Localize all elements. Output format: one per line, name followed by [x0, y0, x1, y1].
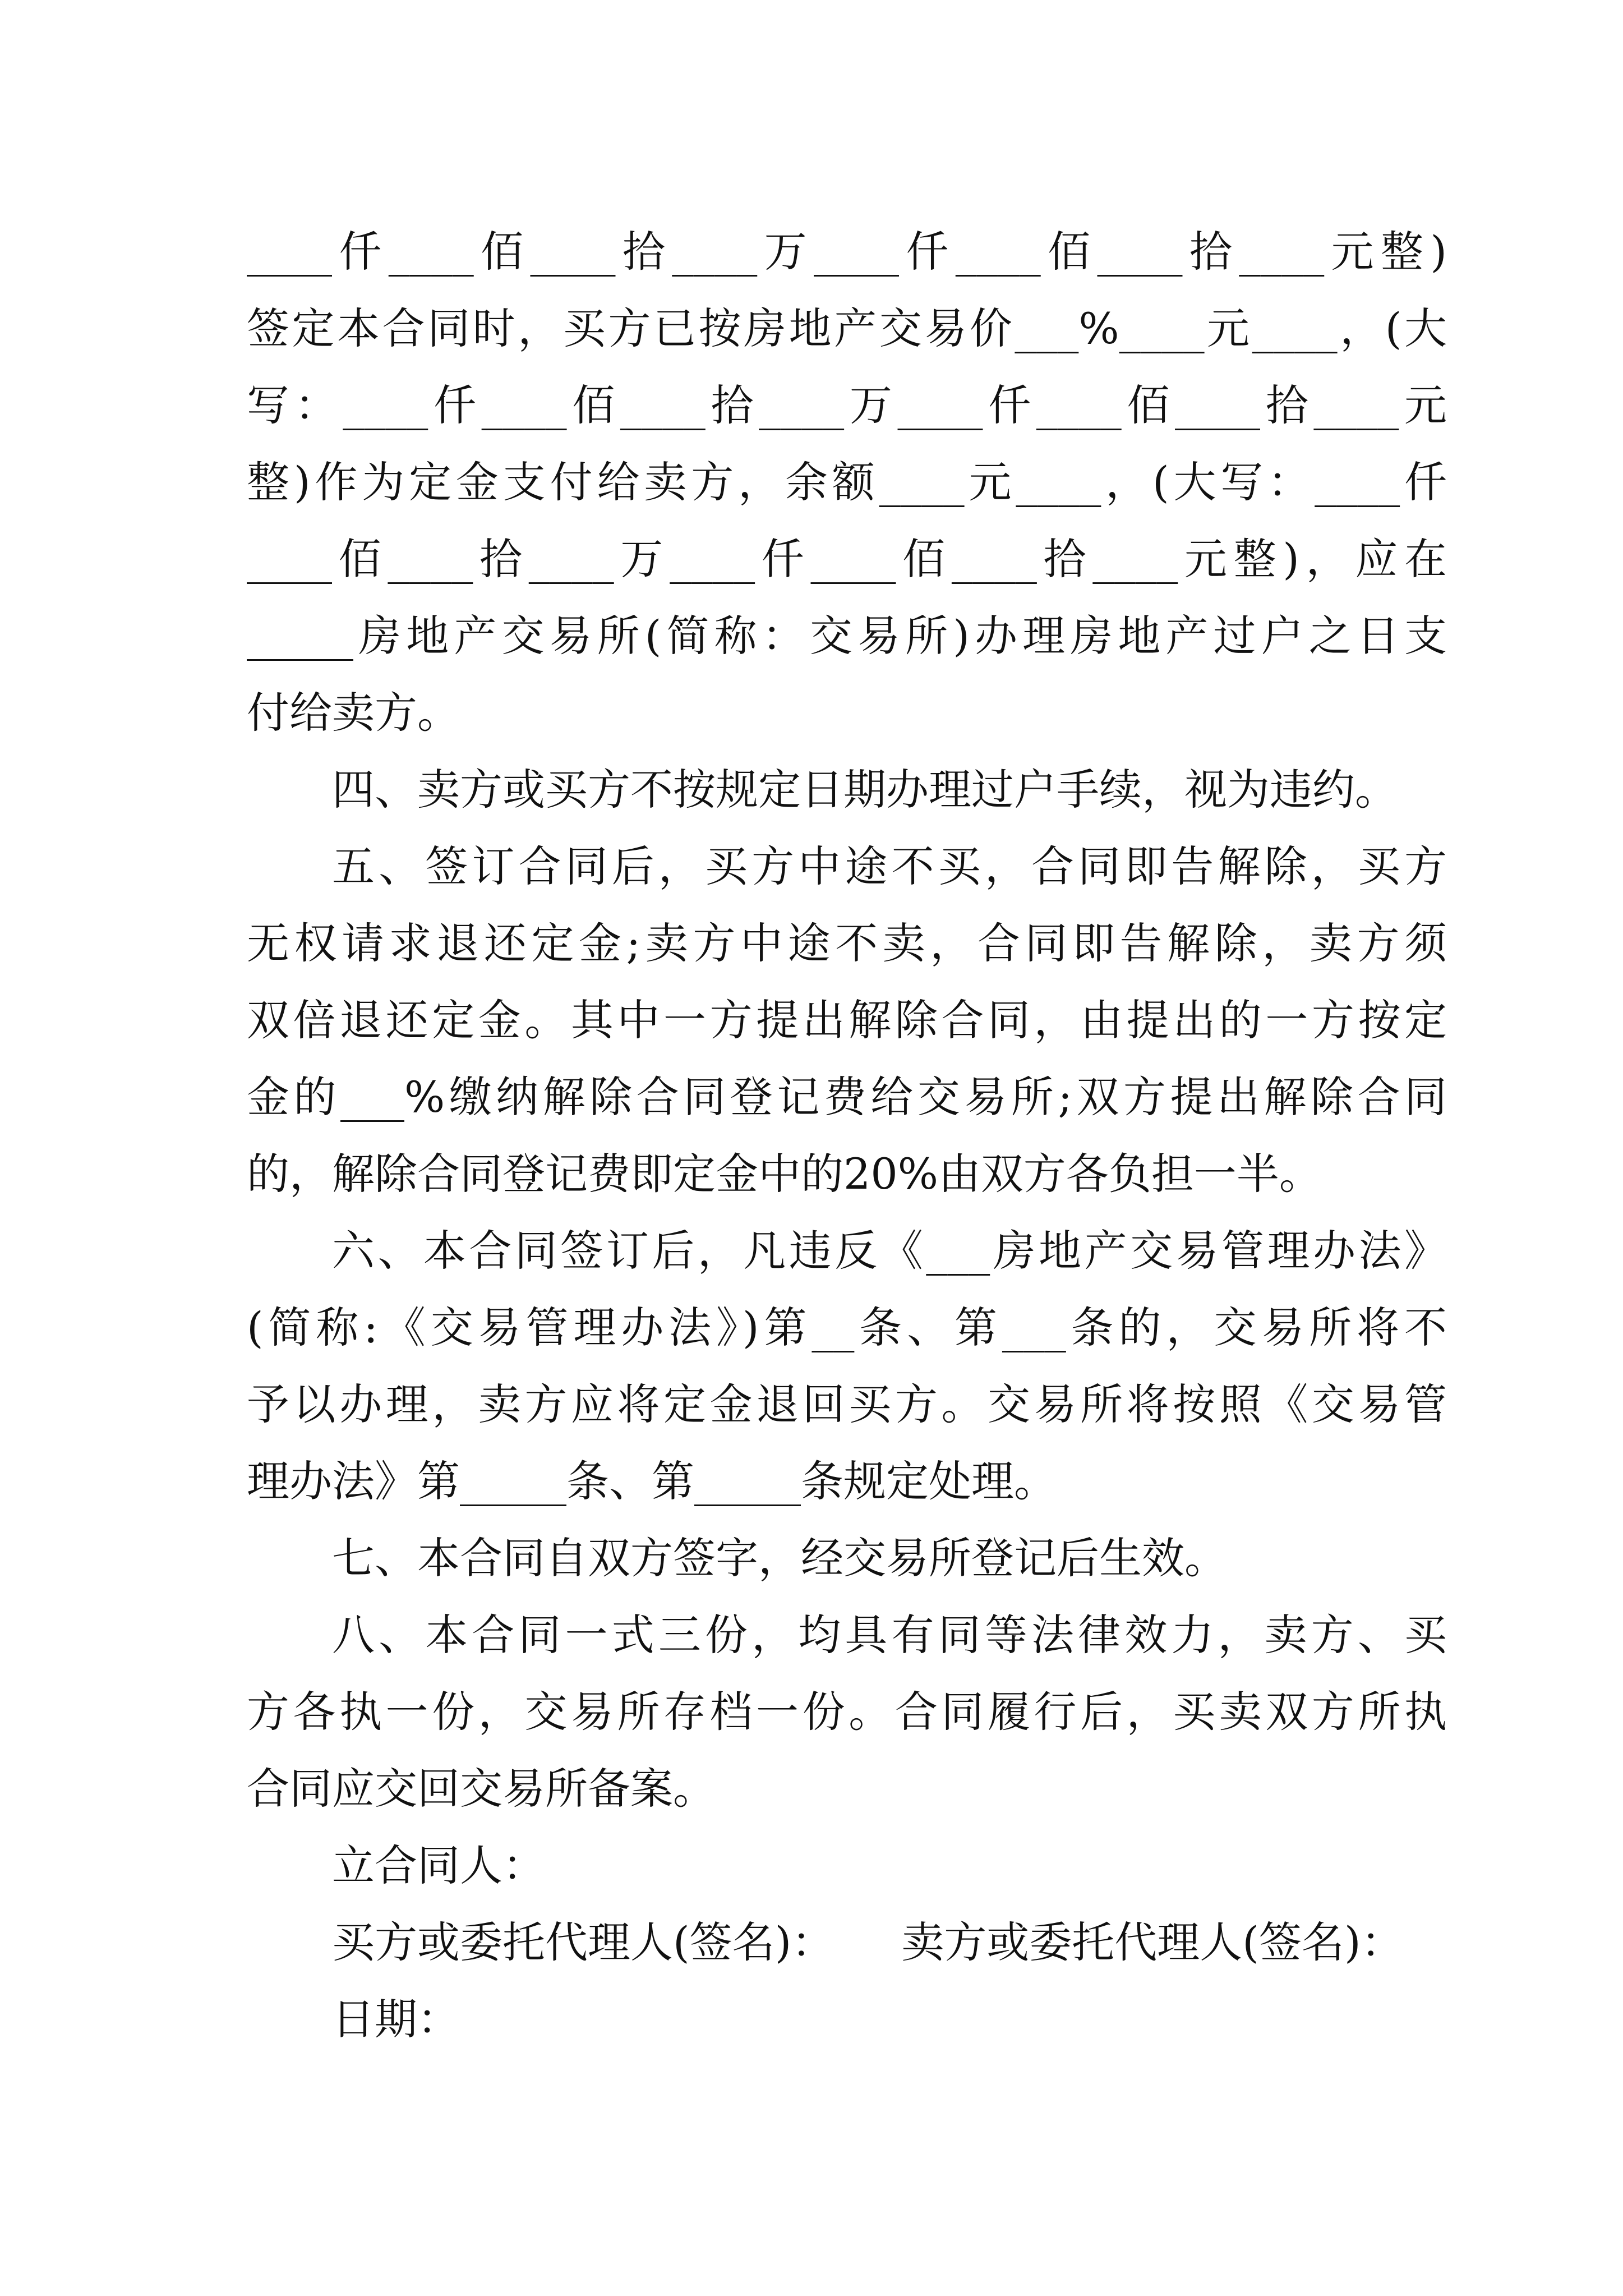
deposit-line-1: 签定本合同时，买方已按房地产交易价___%____元____，(大 — [247, 303, 1447, 353]
clause-5-line-2: 无权请求退还定金;卖方中途不卖，合同即告解除，卖方须 — [247, 918, 1447, 968]
clause-5-line-3: 双倍退还定金。其中一方提出解除合同，由提出的一方按定 — [247, 995, 1447, 1045]
clause-5-line-4: 金的___%缴纳解除合同登记费给交易所;双方提出解除合同 — [247, 1072, 1447, 1122]
buyer-signature-label: 买方或委托代理人(签名)： — [332, 1917, 834, 1967]
clause-6-line-4: 理办法》第_____条、第_____条规定处理。 — [247, 1456, 1057, 1506]
seller-signature-label: 卖方或委托代理人(签名)： — [901, 1917, 1404, 1967]
clause-6-line-3: 予以办理，卖方应将定金退回买方。交易所将按照《交易管 — [247, 1379, 1447, 1429]
signatories-label: 立合同人： — [332, 1841, 545, 1890]
clause-5-line-1: 五、签订合同后，买方中途不买，合同即告解除，买方 — [332, 841, 1447, 891]
clause-5-line-5: 的，解除合同登记费即定金中的20%由双方各负担一半。 — [247, 1149, 1322, 1199]
clause-7: 七、本合同自双方签字，经交易所登记后生效。 — [332, 1533, 1227, 1583]
clause-4: 四、卖方或买方不按规定日期办理过户手续，视为违约。 — [332, 765, 1398, 815]
deposit-line-3: 整)作为定金支付给卖方，余额____元____，(大写：____仟 — [247, 457, 1447, 507]
deposit-line-5: _____房地产交易所(简称：交易所)办理房地产过户之日支 — [247, 611, 1447, 661]
clause-6-line-1: 六、本合同签订后，凡违反《___房地产交易管理办法》 — [332, 1226, 1447, 1276]
deposit-line-6: 付给卖方。 — [247, 688, 460, 738]
clause-6-line-2: (简称:《交易管理办法》)第__条、第___条的，交易所将不 — [247, 1303, 1447, 1352]
date-label: 日期： — [332, 1994, 460, 2044]
deposit-line-4: ____佰____拾____万____仟____佰____拾____元整)，应在 — [247, 534, 1447, 584]
clause-8-line-3: 合同应交回交易所备案。 — [247, 1764, 716, 1814]
amount-line-1: ____仟____佰____拾____万____仟____佰____拾____元整) — [247, 227, 1447, 277]
clause-8-line-2: 方各执一份，交易所存档一份。合同履行后，买卖双方所执 — [247, 1687, 1447, 1737]
clause-8-line-1: 八、本合同一式三份，均具有同等法律效力，卖方、买 — [332, 1610, 1447, 1660]
contract-page — [247, 213, 1447, 2058]
signature-row — [247, 1904, 1447, 1981]
deposit-line-2: 写：____仟____佰____拾____万____仟____佰____拾____元 — [247, 380, 1447, 430]
